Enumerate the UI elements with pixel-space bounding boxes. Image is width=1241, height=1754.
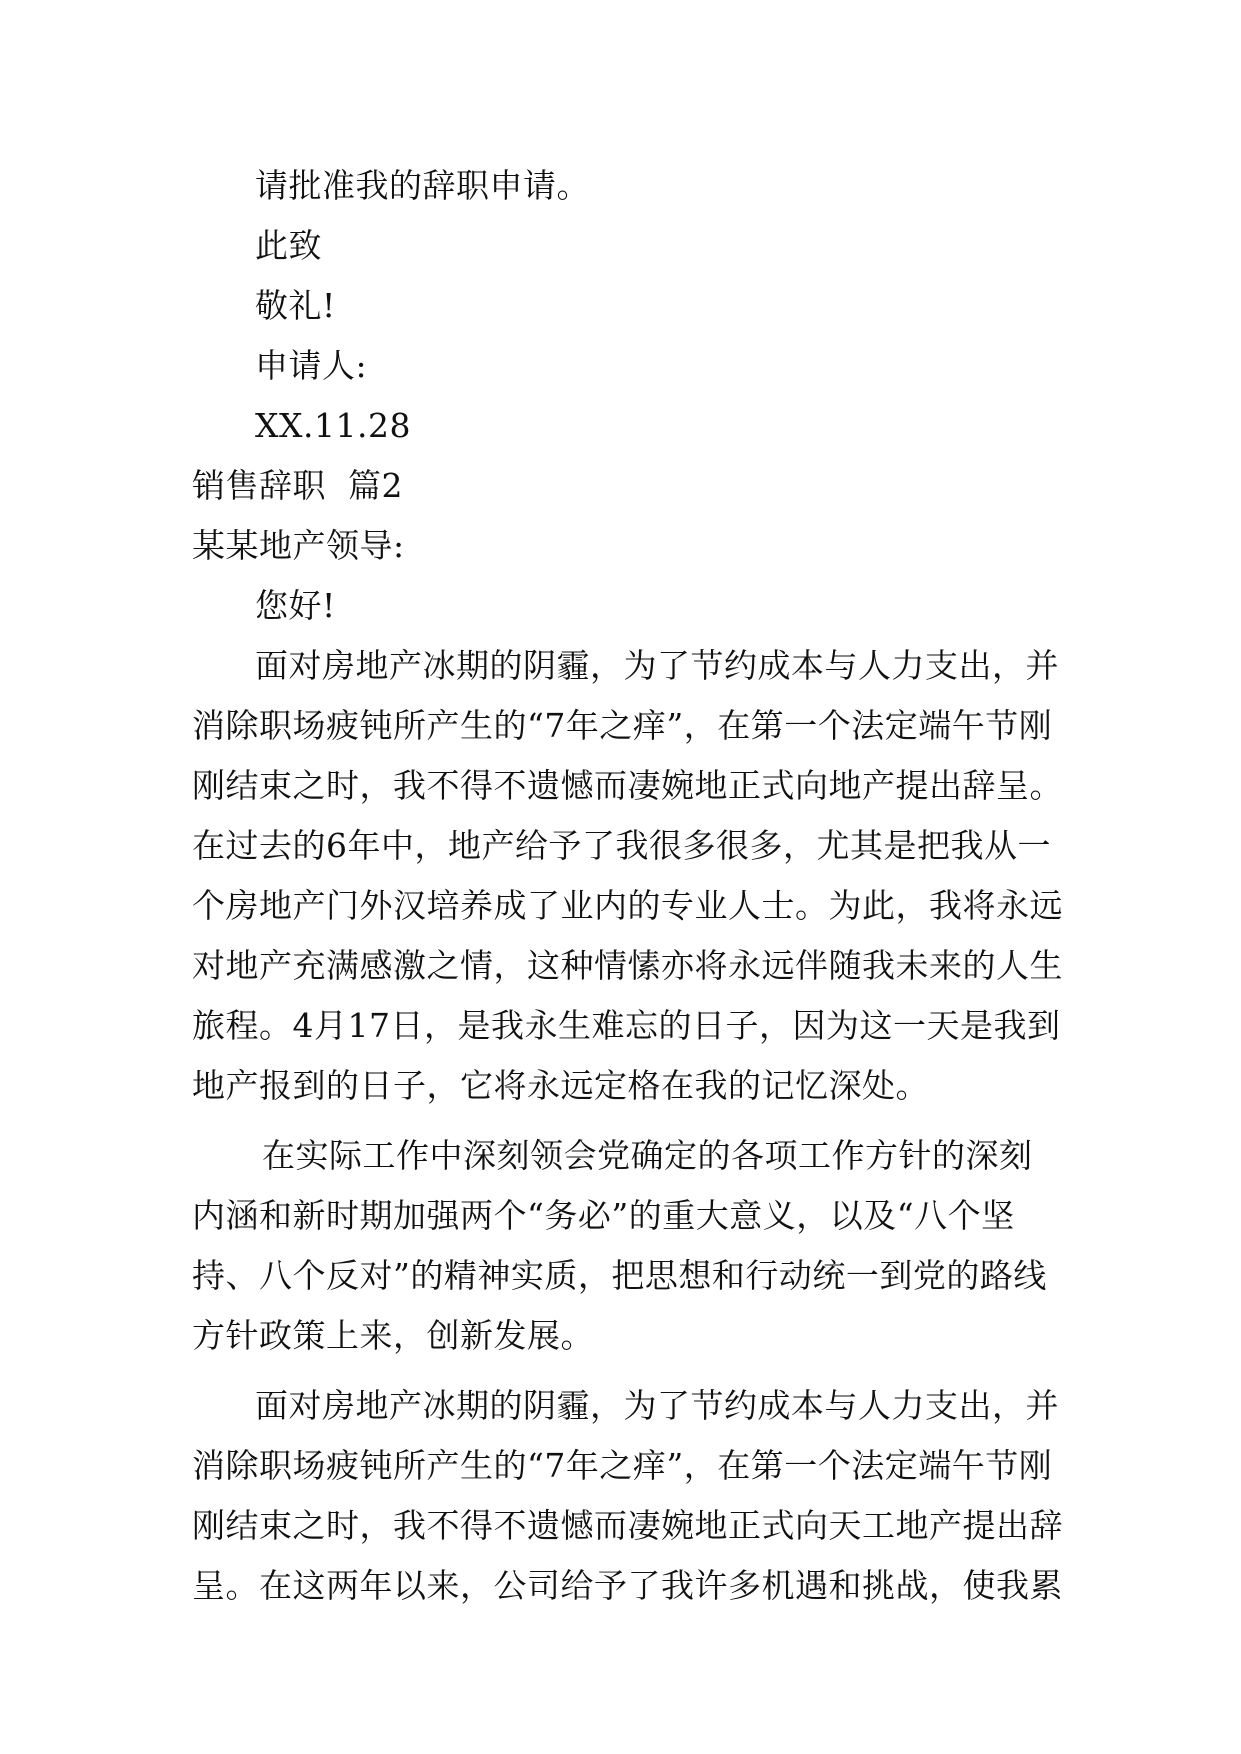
paragraph-line: 旅程。4月17日，是我永生难忘的日子，因为这一天是我到 bbox=[192, 1006, 1061, 1045]
closing-salute: 此致 bbox=[255, 226, 322, 265]
paragraph-line: 消除职场疲钝所产生的“7年之痒”，在第一个法定端午节刚 bbox=[192, 706, 1053, 745]
paragraph-line: 在实际工作中深刻领会党确定的各项工作方针的深刻 bbox=[262, 1136, 1033, 1175]
section-heading: 销售辞职 篇2 bbox=[192, 466, 403, 505]
paragraph-line: 面对房地产冰期的阴霾，为了节约成本与人力支出，并 bbox=[255, 1386, 1059, 1425]
greeting: 您好! bbox=[255, 586, 336, 625]
paragraph-line: 方针政策上来，创新发展。 bbox=[192, 1316, 594, 1355]
paragraph-line: 内涵和新时期加强两个“务必”的重大意义，以及“八个坚 bbox=[192, 1196, 1015, 1235]
paragraph-line: 地产报到的日子，它将永远定格在我的记忆深处。 bbox=[192, 1066, 929, 1105]
paragraph-line: 消除职场疲钝所产生的“7年之痒”，在第一个法定端午节刚 bbox=[192, 1446, 1053, 1485]
closing-request: 请批准我的辞职申请。 bbox=[255, 166, 590, 205]
applicant-label: 申请人: bbox=[255, 346, 368, 385]
paragraph-line: 呈。在这两年以来，公司给予了我许多机遇和挑战，使我累 bbox=[192, 1566, 1063, 1605]
paragraph-line: 持、八个反对”的精神实质，把思想和行动统一到党的路线 bbox=[192, 1256, 1047, 1295]
paragraph-line: 对地产充满感激之情，这种情愫亦将永远伴随我未来的人生 bbox=[192, 946, 1063, 985]
paragraph-line: 面对房地产冰期的阴霾，为了节约成本与人力支出，并 bbox=[255, 646, 1059, 685]
paragraph-line: 刚结束之时，我不得不遗憾而凄婉地正式向地产提出辞呈。 bbox=[192, 766, 1063, 805]
paragraph-line: 个房地产门外汉培养成了业内的专业人士。为此，我将永远 bbox=[192, 886, 1063, 925]
addressee: 某某地产领导: bbox=[192, 526, 405, 565]
paragraph-line: 在过去的6年中，地产给予了我很多很多，尤其是把我从一 bbox=[192, 826, 1051, 865]
closing-date: XX.11.28 bbox=[255, 406, 411, 445]
closing-regards: 敬礼! bbox=[255, 286, 336, 325]
paragraph-line: 刚结束之时，我不得不遗憾而凄婉地正式向天工地产提出辞 bbox=[192, 1506, 1063, 1545]
